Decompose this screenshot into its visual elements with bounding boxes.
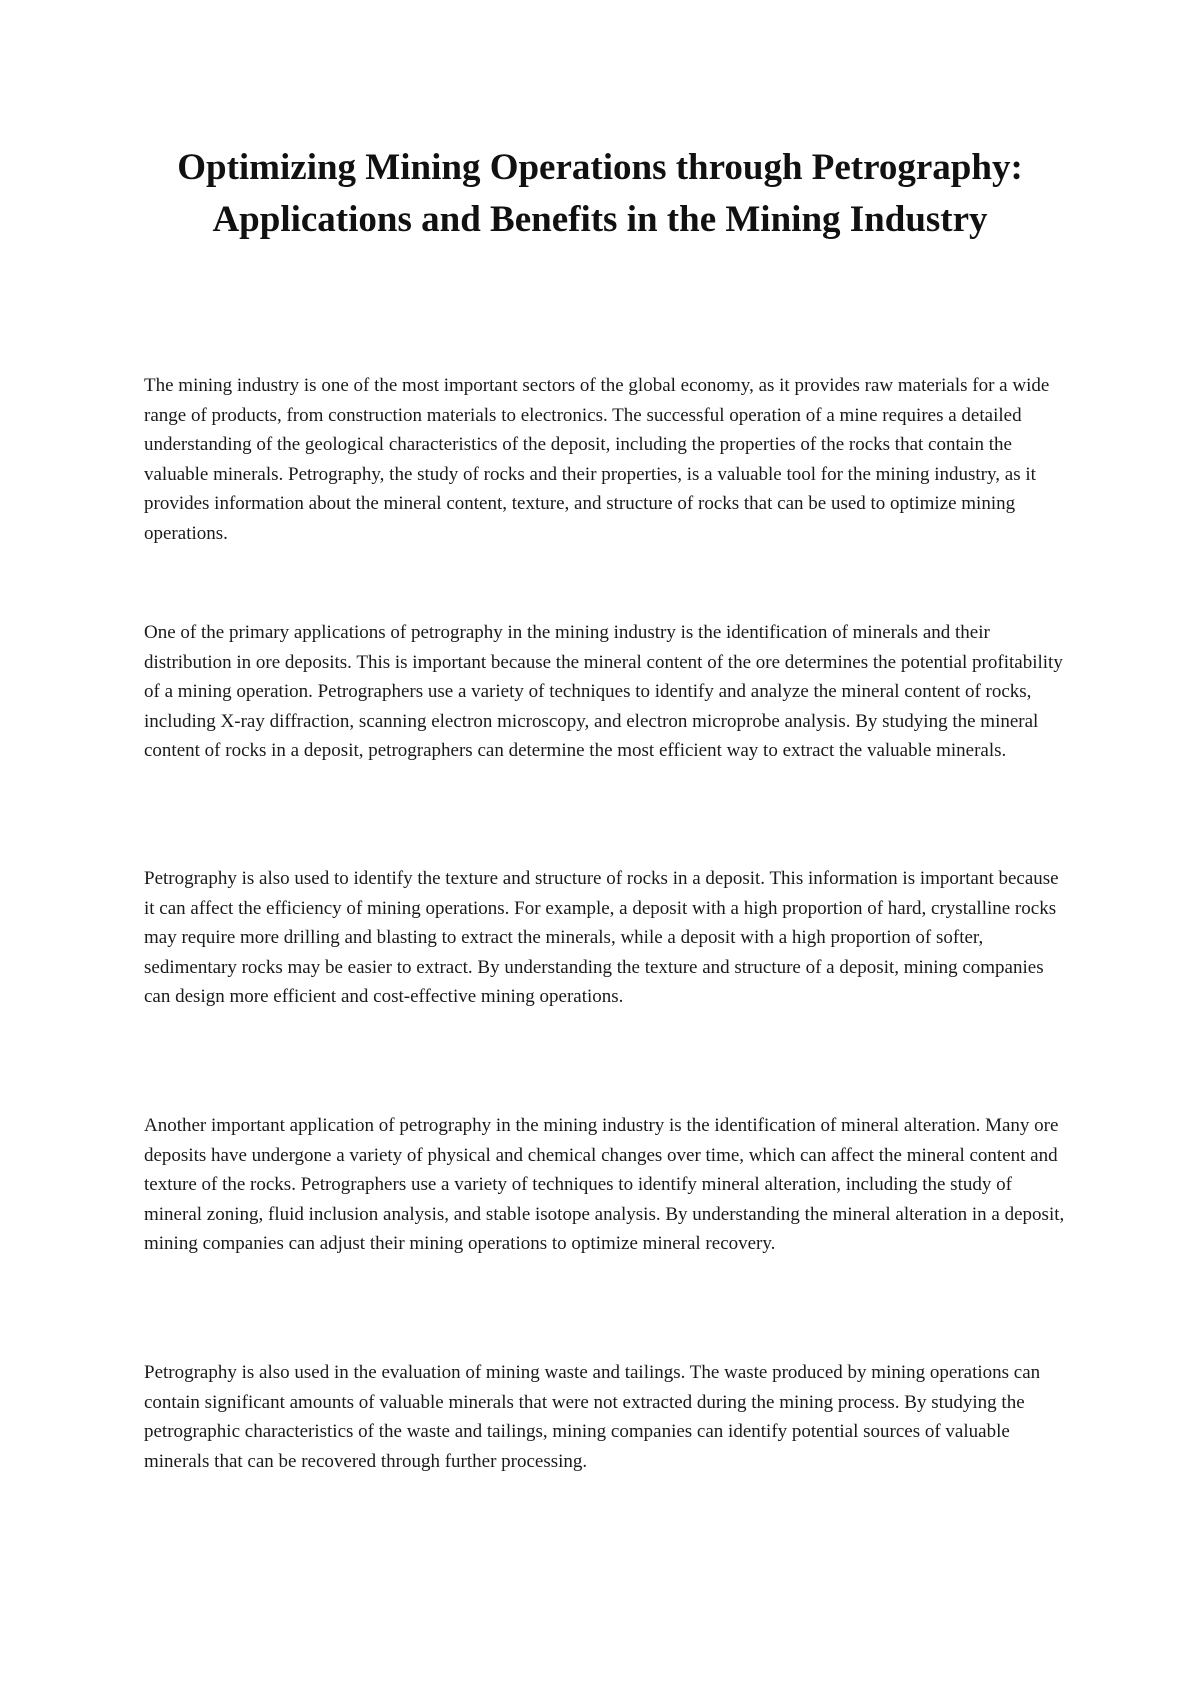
- paragraph-texture-structure: Petrography is also used to identify the texture and structure of rocks in a deposit. This information is important because it can affect the efficiency of mining operations. For example, a deposit with a high proportion of hard, crystalline rocks may require more drilling and blasting to extract the minerals, while a deposit with a high proportion of softer, sedimentary rocks may be easier to extract. By understanding the texture and structure of a deposit, mining companies can design more efficient and cost-effective mining operations.: [144, 868, 1059, 1007]
- document-title: Optimizing Mining Operations through Petrography: Applications and Benefits in the Mining Industry: [177, 147, 1023, 240]
- paragraph-waste-tailings: Petrography is also used in the evaluation of mining waste and tailings. The waste produced by mining operations can contain significant amounts of valuable minerals that were not extracted during the mining process. By studying the petrographic characteristics of the waste and tailings, mining companies can identify potential sources of valuable minerals that can be recovered through further processing.: [144, 1362, 1041, 1472]
- paragraph-introduction: The mining industry is one of the most important sectors of the global economy, as it provides raw materials for a wide range of products, from construction materials to electronics. The successful operation of a mine requires a detailed understanding of the geological characteristics of the deposit, including the properties of the rocks that contain the valuable minerals. Petrography, the study of rocks and their properties, is a valuable tool for the mining industry, as it provides information about the mineral content, texture, and structure of rocks that can be used to optimize mining operations.: [144, 375, 1050, 544]
- paragraph-mineral-alteration: Another important application of petrography in the mining industry is the identification of mineral alteration. Many ore deposits have undergone a variety of physical and chemical changes over time, which can affect the mineral content and texture of the rocks. Petrographers use a variety of techniques to identify mineral alteration, including the study of mineral zoning, fluid inclusion analysis, and stable isotope analysis. By understanding the mineral alteration in a deposit, mining companies can adjust their mining operations to optimize mineral recovery.: [144, 1115, 1065, 1254]
- paragraph-mineral-identification: One of the primary applications of petrography in the mining industry is the identification of minerals and their distribution in ore deposits. This is important because the mineral content of the ore determines the potential profitability of a mining operation. Petrographers use a variety of techniques to identify and analyze the mineral content of rocks, including X-ray diffraction, scanning electron microscopy, and electron microprobe analysis. By studying the mineral content of rocks in a deposit, petrographers can determine the most efficient way to extract the valuable minerals.: [144, 622, 1063, 761]
